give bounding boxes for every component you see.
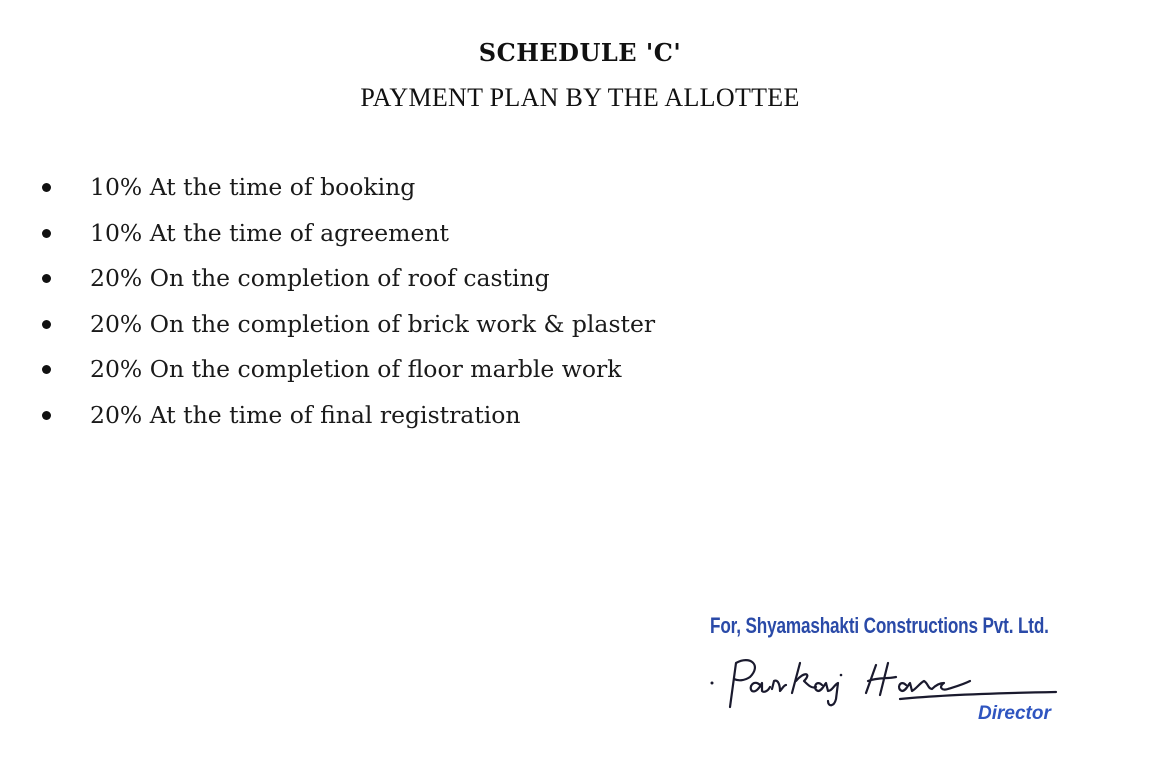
- list-item-text: 10% At the time of booking: [90, 173, 416, 201]
- bullet-icon: [42, 229, 51, 238]
- bullet-icon: [42, 320, 51, 329]
- list-item-text: 10% At the time of agreement: [90, 218, 449, 247]
- bullet-icon: [42, 274, 51, 283]
- list-item-text: 20% On the completion of roof casting: [90, 264, 550, 292]
- bullet-icon: [42, 411, 51, 420]
- list-item-text: 20% On the completion of floor marble work: [90, 355, 622, 383]
- document-subtitle: PAYMENT PLAN BY THE ALLOTTEE: [360, 83, 800, 112]
- bullet-icon: [42, 365, 51, 374]
- director-stamp: Director: [978, 703, 1051, 724]
- list-item-text: 20% At the time of final registration: [90, 400, 521, 429]
- list-item-text: 20% On the completion of brick work & plaster: [90, 309, 656, 338]
- company-stamp: For, Shyamashakti Constructions Pvt. Ltd.: [710, 613, 1049, 638]
- bullet-icon: [42, 183, 51, 192]
- document-title: SCHEDULE 'C': [478, 38, 682, 67]
- signature-block: [700, 605, 1100, 745]
